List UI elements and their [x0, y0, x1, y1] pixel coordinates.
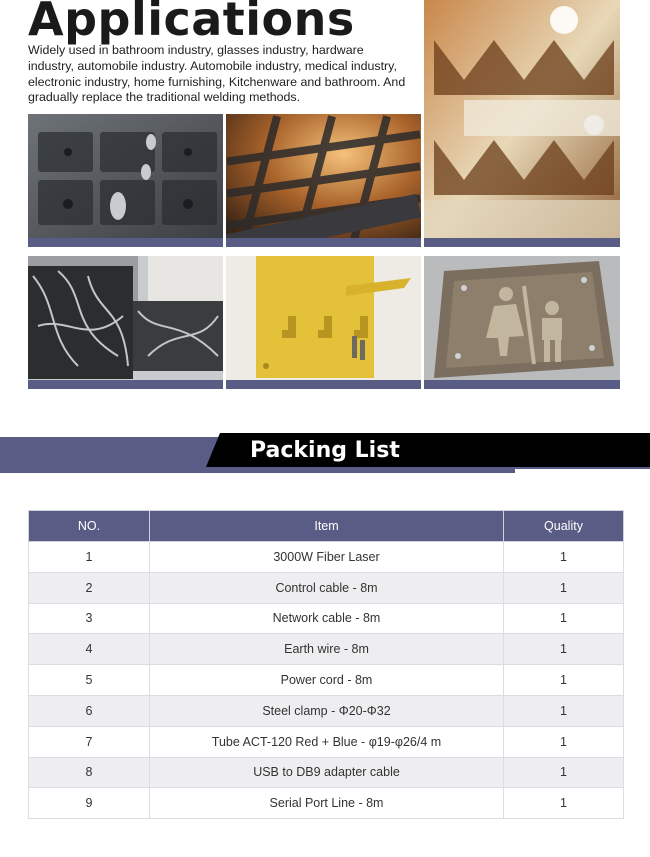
cell-no: 5 — [29, 665, 150, 696]
cell-quality: 1 — [504, 788, 624, 819]
photo-caption-bar — [424, 380, 620, 389]
cell-quality: 1 — [504, 695, 624, 726]
cell-no: 1 — [29, 542, 150, 573]
table-row — [29, 603, 624, 634]
cell-no: 2 — [29, 572, 150, 603]
packing-list-title: Packing List — [250, 437, 400, 463]
application-photo-restroom-sign — [424, 256, 620, 389]
cell-item: USB to DB9 adapter cable — [150, 757, 504, 788]
cell-item: Control cable - 8m — [150, 572, 504, 603]
column-header-no: NO. — [29, 511, 150, 542]
photo-caption-bar — [226, 238, 421, 247]
application-photo-key-holder — [226, 256, 421, 389]
table-row — [29, 665, 624, 696]
application-photo-decorative-fence — [28, 256, 223, 389]
cell-no: 8 — [29, 757, 150, 788]
application-photo-metal-plates — [28, 114, 223, 247]
cell-no: 3 — [29, 603, 150, 634]
cell-no: 4 — [29, 634, 150, 665]
cell-item: Earth wire - 8m — [150, 634, 504, 665]
table-row — [29, 572, 624, 603]
table-row — [29, 695, 624, 726]
cell-item: Power cord - 8m — [150, 665, 504, 696]
cell-item: 3000W Fiber Laser — [150, 542, 504, 573]
column-header-item: Item — [150, 511, 504, 542]
cell-no: 6 — [29, 695, 150, 726]
table-row — [29, 634, 624, 665]
cell-quality: 1 — [504, 634, 624, 665]
cell-no: 9 — [29, 788, 150, 819]
cell-quality: 1 — [504, 572, 624, 603]
cell-quality: 1 — [504, 757, 624, 788]
cell-item: Steel clamp - Φ20-Φ32 — [150, 695, 504, 726]
application-photo-laser-cutting — [424, 0, 620, 247]
table-row — [29, 757, 624, 788]
table-header-row — [29, 511, 624, 542]
applications-description: Widely used in bathroom industry, glasses industry, hardware industry, automobile industry. Automobile industry, medical industry, electronic industry, home furnishing, Kitchenware and bathroom. And gradually replace the traditional welding methods. — [28, 43, 406, 105]
cell-quality: 1 — [504, 665, 624, 696]
cell-quality: 1 — [504, 726, 624, 757]
table-row — [29, 788, 624, 819]
cell-item: Tube ACT-120 Red + Blue - φ19-φ26/4 m — [150, 726, 504, 757]
column-header-quality: Quality — [504, 511, 624, 542]
cell-quality: 1 — [504, 603, 624, 634]
cell-no: 7 — [29, 726, 150, 757]
cell-item: Serial Port Line - 8m — [150, 788, 504, 819]
packing-list-table — [28, 510, 624, 819]
application-photo-laser-grid — [226, 114, 421, 247]
cell-item: Network cable - 8m — [150, 603, 504, 634]
photo-caption-bar — [424, 238, 620, 247]
photo-caption-bar — [28, 238, 223, 247]
photo-caption-bar — [226, 380, 421, 389]
table-row — [29, 726, 624, 757]
applications-title: Applications — [28, 0, 355, 46]
cell-quality: 1 — [504, 542, 624, 573]
photo-caption-bar — [28, 380, 223, 389]
table-row — [29, 542, 624, 573]
